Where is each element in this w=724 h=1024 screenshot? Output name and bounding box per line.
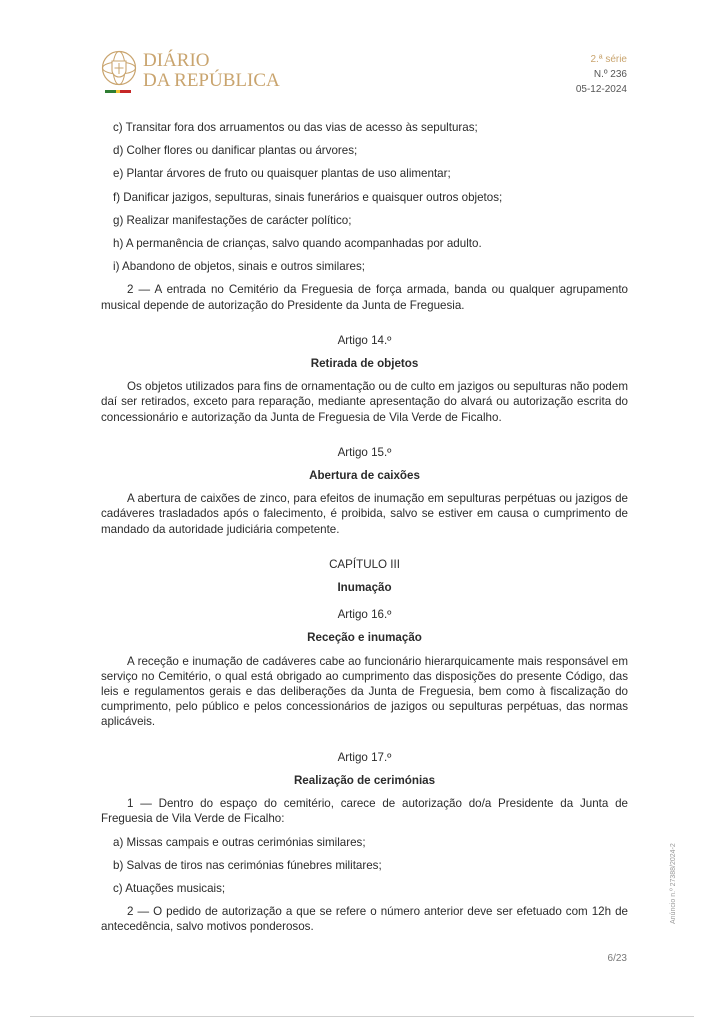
article-17-label: Artigo 17.º (337, 750, 392, 764)
paragraph-2: 2 — A entrada no Cemitério da Freguesia de força armada, banda ou qualquer agrupamento musical depende de autorização do Presidente da Junta de Freguesia. (101, 283, 628, 312)
list-item: c) Transitar fora dos arruamentos ou das vias de acesso às sepulturas; (113, 121, 478, 134)
list-item: f) Danificar jazigos, sepulturas, sinais funerários e quaisquer outros objetos; (113, 190, 503, 204)
chapter-label: CAPÍTULO III (329, 557, 400, 571)
article-17-para-2: 2 — O pedido de autorização a que se refere o número anterior deve ser efetuado com 12h de antecedência, salvo motivos ponderosos. (101, 905, 628, 934)
brand-title (143, 51, 280, 91)
article-17-para-1: 1 — Dentro do espaço do cemitério, carece de autorização do/a Presidente da Junta de Freguesia de Vila Verde de Ficalho: (101, 797, 628, 826)
article-14-title: Retirada de objetos (310, 357, 419, 371)
article-16-title: Receção e inumação (307, 631, 422, 645)
list-item: g) Realizar manifestações de carácter político; (113, 213, 352, 227)
list-item: a) Missas campais e outras cerimónias similares; (113, 835, 366, 849)
article-16-label: Artigo 16.º (337, 608, 392, 622)
chapter-title: Inumação (337, 581, 392, 595)
announcement-code (660, 834, 677, 924)
announcement-code-text: Anúncio n.º 27388/2024-2 (670, 843, 677, 924)
article-15-text: A abertura de caixões de zinco, para efeitos de inumação em sepulturas perpétuas ou jazigos de cadáveres trasladados após o falecimento, é proibida, salvo se estiver em causa o cumprimento de mandado da autoridade judiciária competente. (101, 492, 628, 536)
list-item: d) Colher flores ou danificar plantas ou árvores; (113, 144, 358, 158)
article-15-title: Abertura de caixões (309, 469, 420, 483)
issue-metadata (576, 52, 627, 97)
article-14-label: Artigo 14.º (337, 333, 392, 347)
portuguese-flag-strip (105, 90, 131, 93)
brand-line-1: DIÁRIO (143, 50, 210, 71)
serie-label: 2.ª série (590, 54, 627, 65)
list-item: b) Salvas de tiros nas cerimónias fúnebres militares; (113, 858, 382, 872)
armillary-sphere-icon (101, 50, 137, 86)
bottom-divider (30, 1016, 694, 1017)
list-item: i) Abandono de objetos, sinais e outros similares; (113, 260, 365, 274)
list-item: e) Plantar árvores de fruto ou quaisquer plantas de uso alimentar; (113, 167, 451, 181)
page-number: 6/23 (607, 953, 627, 964)
article-16-text: A receção e inumação de cadáveres cabe ao funcionário hierarquicamente mais responsável em serviço no Cemitério, o qual está obrigado ao cumprimento das disposições do presente Código, das leis e regulamentos gerais e das deliberações da Junta de Freguesia, bem como à fiscalização do cumprimento, pelo público e pelos concessionários de jazigos ou sepulturas perpétuas, das normas aplicáveis. (101, 654, 628, 729)
issue-date: 05-12-2024 (575, 84, 627, 95)
list-item: c) Atuações musicais; (113, 881, 226, 895)
article-15-label: Artigo 15.º (337, 445, 392, 459)
article-14-text: Os objetos utilizados para fins de ornamentação ou de culto em jazigos ou sepulturas não podem daí ser retirados, exceto para reparação, mediante apresentação do alvará ou autorização escrita do concessionário e autorização da Junta de Freguesia de Vila Verde de Ficalho. (101, 380, 628, 424)
brand-line-2: DA REPÚBLICA (143, 70, 280, 91)
article-17-title: Realização de cerimónias (293, 773, 436, 787)
issue-number: N.º 236 (593, 69, 627, 80)
document-body (101, 120, 628, 943)
list-item: h) A permanência de crianças, salvo quando acompanhadas por adulto. (113, 237, 482, 251)
